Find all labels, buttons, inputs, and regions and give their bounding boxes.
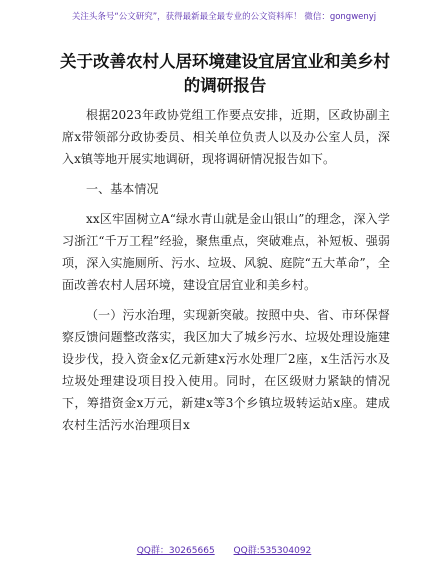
section-heading-basic-situation: 一、基本情况 (86, 182, 159, 196)
qq-group-link-2[interactable]: QQ群:535304092 (233, 546, 312, 556)
title-line-2: 的调研报告 (183, 76, 267, 95)
overview-paragraph: xx区牢固树立A“绿水青山就是金山银山”的理念，深入学习浙江“千万工程”经验，聚焦重点，突破难点，补短板、强弱项，深入实施厕所、污水、垃圾、风貌、庭院“五大革命”，全面改善农村人居环境，建设宜居宜业和美乡村。 (62, 212, 390, 292)
qq-group-link-1[interactable]: QQ群：30265665 (136, 546, 215, 556)
title-line-1: 关于改善农村人居环境建设宜居宜业和美乡村 (60, 52, 390, 71)
footer-contacts (0, 543, 448, 556)
intro-paragraph: 根据2023年政协党组工作要点安排，近期，区政协副主席x带领部分政协委员、相关单位负责人以及办公室人员，深入x镇等地开展实地调研，现将调研情况报告如下。 (62, 108, 390, 166)
document-title (40, 50, 410, 98)
header-banner: 关注头条号“公文研究”，获得最新最全最专业的公文资料库！ 微信：gongwenyj (71, 12, 377, 22)
sewage-treatment-paragraph: （一）污水治理，实现新突破。按照中央、省、市环保督察反馈问题整改落实，我区加大了城乡污水、垃圾处理设施建设步伐，投入资金x亿元新建x污水处理厂2座，x生活污水及垃圾处理建设项目投入使用。同时，在区级财力紧缺的情况下，筹措资金x万元，新建x等3个乡镇垃圾转运站x座。建成农村生活污水治理项目x (62, 308, 390, 432)
document-body (62, 104, 390, 442)
